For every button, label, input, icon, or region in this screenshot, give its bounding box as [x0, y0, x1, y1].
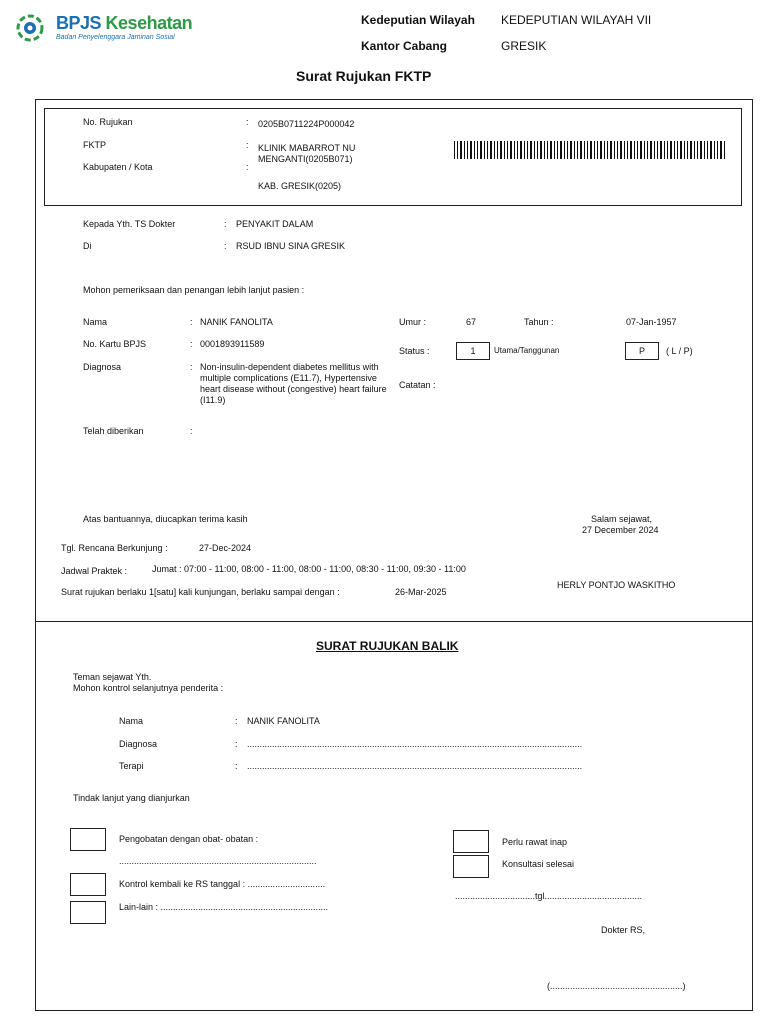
patient-given-label: Telah diberikan	[83, 426, 144, 436]
deputy-label: Kedeputian Wilayah	[361, 13, 475, 27]
logo-brand-primary: BPJS	[56, 13, 102, 33]
medication-option-label: Pengobatan dengan obat- obatan :	[119, 834, 259, 844]
medication-field[interactable]: ...............................................................................	[119, 856, 317, 866]
fktp-value: KLINIK MABARROT NU MENGANTI(0205B071)	[258, 143, 356, 164]
city-colon: :	[246, 162, 249, 172]
place-date-field[interactable]: ................................tgl.......................................	[455, 891, 643, 901]
thanks-text: Atas bantuannya, diucapkan terima kasih	[83, 514, 248, 524]
followup-label: Tindak lanjut yang dianjurkan	[73, 793, 190, 803]
referral-no-label: No. Rujukan	[83, 117, 133, 127]
barcode-bars	[454, 141, 728, 159]
medication-checkbox[interactable]	[70, 828, 106, 851]
recipient-to-label: Kepada Yth. TS Dokter	[83, 219, 176, 229]
patient-given-colon: :	[190, 426, 193, 436]
signature-line[interactable]: (.....................................................)	[547, 981, 686, 991]
city-value: KAB. GRESIK(0205)	[258, 181, 342, 191]
hospital-doctor-label: Dokter RS,	[601, 925, 646, 935]
bpjs-emblem-icon	[16, 14, 44, 42]
patient-status-note: Utama/Tanggunan	[494, 346, 560, 355]
control-option-label[interactable]: Kontrol kembali ke RS tanggal : ...............................	[119, 879, 326, 889]
patient-notes-label: Catatan :	[399, 380, 436, 390]
barcode-icon	[454, 141, 728, 159]
deputy-value: KEDEPUTIAN WILAYAH VII	[501, 13, 652, 27]
schedule-label: Jadwal Praktek :	[61, 566, 128, 576]
patient-card-value: 0001893911589	[200, 339, 265, 349]
back-diagnosis-field[interactable]: ......................................................................................................................................	[247, 739, 583, 749]
patient-year-value: 07-Jan-1957	[626, 317, 677, 327]
request-text: Mohon pemeriksaan dan penangan lebih lanjut pasien :	[83, 285, 305, 295]
back-greeting-line1: Teman sejawat Yth.	[73, 672, 152, 682]
patient-name-label: Nama	[83, 317, 108, 327]
patient-name-value: NANIK FANOLITA	[200, 317, 273, 327]
recipient-to-colon: :	[224, 219, 227, 229]
visit-label: Tgl. Rencana Berkunjung :	[61, 543, 168, 553]
patient-card-label: No. Kartu BPJS	[83, 339, 147, 349]
patient-age-label: Umur :	[399, 317, 426, 327]
patient-gender-box: P	[625, 342, 659, 360]
patient-age-value: 67	[466, 317, 477, 327]
back-name-label: Nama	[119, 716, 144, 726]
back-greeting-line2: Mohon kontrol selanjutnya penderita :	[73, 683, 224, 693]
signing-doctor: HERLY PONTJO WASKITHO	[557, 580, 676, 590]
page-title: Surat Rujukan FKTP	[296, 68, 432, 84]
back-therapy-label: Terapi	[119, 761, 144, 771]
patient-status-box: 1	[456, 342, 490, 360]
back-name-value: NANIK FANOLITA	[247, 716, 320, 726]
recipient-at-colon: :	[224, 241, 227, 251]
patient-name-colon: :	[190, 317, 193, 327]
consult-done-checkbox[interactable]	[453, 855, 489, 878]
other-checkbox[interactable]	[70, 901, 106, 924]
consult-done-option-label: Konsultasi selesai	[502, 859, 575, 869]
fktp-colon: :	[246, 140, 249, 150]
greeting-text: Salam sejawat,	[591, 514, 653, 524]
fktp-label: FKTP	[83, 140, 107, 150]
other-option-label[interactable]: Lain-lain : ...................................................................	[119, 902, 329, 912]
patient-status-label: Status :	[399, 346, 430, 356]
back-name-colon: :	[235, 716, 238, 726]
control-checkbox[interactable]	[70, 873, 106, 896]
referral-no-colon: :	[246, 117, 249, 127]
branch-value: GRESIK	[501, 39, 547, 53]
patient-diagnosis-value: Non-insulin-dependent diabetes mellitus with multiple complications (E11.7), Hypertensive heart disease without (congestive) heart failure (I11.9)	[200, 362, 387, 405]
back-diagnosis-label: Diagnosa	[119, 739, 158, 749]
patient-diagnosis-colon: :	[190, 362, 193, 372]
letter-date: 27 December 2024	[582, 525, 659, 535]
visit-value: 27-Dec-2024	[199, 543, 252, 553]
back-diagnosis-colon: :	[235, 739, 238, 749]
bpjs-logo	[16, 13, 196, 45]
patient-year-label: Tahun :	[524, 317, 554, 327]
branch-label: Kantor Cabang	[361, 39, 448, 53]
recipient-at-value: RSUD IBNU SINA GRESIK	[236, 241, 346, 251]
city-label: Kabupaten / Kota	[83, 162, 153, 172]
outer-frame	[35, 99, 753, 1011]
recipient-to-value: PENYAKIT DALAM	[236, 219, 314, 229]
referral-no-value: 0205B0711224P000042	[258, 119, 355, 129]
back-referral-title: SURAT RUJUKAN BALIK	[316, 639, 459, 653]
patient-diagnosis-label: Diagnosa	[83, 362, 122, 372]
back-therapy-colon: :	[235, 761, 238, 771]
patient-card-colon: :	[190, 339, 193, 349]
validity-label: Surat rujukan berlaku 1[satu] kali kunjungan, berlaku sampai dengan :	[61, 587, 340, 597]
logo-brand-secondary: Kesehatan	[105, 13, 193, 33]
validity-value: 26-Mar-2025	[395, 587, 447, 597]
schedule-value: Jumat : 07:00 - 11:00, 08:00 - 11:00, 08:00 - 11:00, 08:30 - 11:00, 09:30 - 11:00	[152, 564, 466, 574]
inpatient-checkbox[interactable]	[453, 830, 489, 853]
section-divider	[35, 621, 752, 622]
inpatient-option-label: Perlu rawat inap	[502, 837, 568, 847]
recipient-at-label: Di	[83, 241, 92, 251]
back-therapy-field[interactable]: ......................................................................................................................................	[247, 761, 583, 771]
patient-gender-note: ( L / P)	[666, 346, 693, 356]
logo-tagline: Badan Penyelenggara Jaminan Sosial	[56, 34, 175, 41]
